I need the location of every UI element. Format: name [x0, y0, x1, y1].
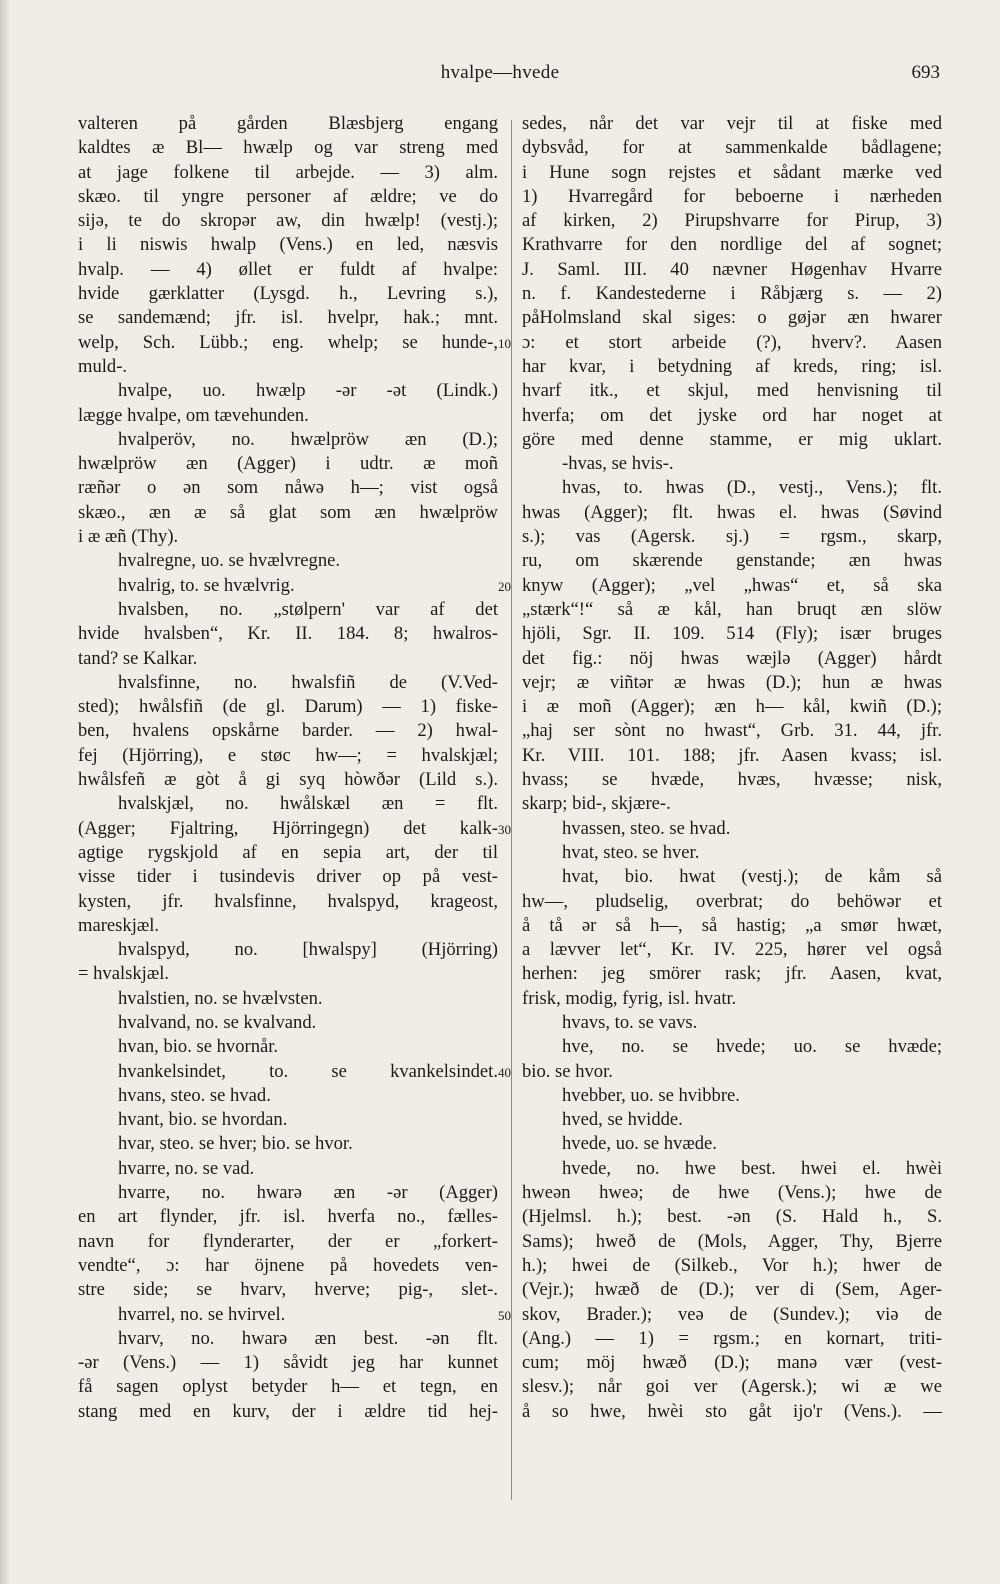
text-line: hve, no. se hvede; uo. se hvæde; [562, 1036, 942, 1058]
text-line: hvavs, to. se vavs. [562, 1011, 698, 1033]
page-fold-shadow [0, 0, 10, 1584]
text-line: fej (Hjörring), e støc hw—; = hvalskjæl; [78, 744, 498, 766]
page-header [0, 62, 1000, 92]
text-line: „stærk“!“ så æ kål, han bruqt æn slöw [522, 598, 942, 620]
text-line: vejr; æ viñtər æ hwas (D.); hun æ hwas [522, 671, 942, 693]
text-line: har kvar, i betydning af kreds, ring; isl. [522, 355, 942, 377]
text-line: 1) Hvarregård for beboerne i nærheden [522, 185, 942, 207]
text-line: ben, hvalens opskårne barder. — 2) hwal- [78, 720, 498, 742]
text-line: hvassen, steo. se hvad. [562, 817, 731, 839]
text-line: se sandemænd; jfr. isl. hvelpr, hak.; mnt. [78, 307, 498, 329]
text-line: i Hune sogn rejstes et sådant mærke ved [522, 161, 942, 183]
line-number-marker: 30 [498, 821, 511, 837]
text-line: hjöli, Sgr. II. 109. 514 (Fly); især bruges [522, 623, 942, 645]
text-line: hvans, steo. se hvad. [118, 1084, 271, 1106]
text-line: Krathvarre for den nordlige del af sognet; [522, 234, 942, 256]
text-line: dybsvåd, for at sammenkalde bådlagene; [522, 137, 942, 159]
text-line: hweən hweə; de hwe (Vens.); hwe de [522, 1182, 942, 1204]
text-line: -hvas, se hvis-. [562, 453, 674, 475]
text-line: skæo. til yngre personer af ældre; ve do [78, 185, 498, 207]
text-line: kaldtes æ Bl— hwælp og var streng med [78, 137, 498, 159]
text-line: muld-. [78, 355, 128, 377]
text-line: visse tider i tusindevis driver op på vest- [78, 866, 498, 888]
text-line: agtige rygskjold af en sepia art, der til [78, 841, 498, 863]
text-line: hvalperöv, no. hwælpröw æn (D.); [118, 428, 498, 450]
text-line: herhen: jeg smörer rask; jfr. Aasen, kvat, [522, 963, 942, 985]
text-line: vendte“, ɔ: har öjnene på hovedets ven- [78, 1254, 498, 1276]
text-line: hvalrig, to. se hvælvrig. [118, 574, 295, 596]
text-line: (Ang.) — 1) = rgsm.; en kornart, triti- [522, 1327, 942, 1349]
text-line: af kirken, 2) Pirupshvarre for Pirup, 3) [522, 210, 942, 232]
text-line: få sagen oplyst betyder h— et tegn, en [78, 1376, 498, 1398]
line-number-marker: 10 [498, 335, 511, 351]
text-line: hvede, no. hwe best. hwei el. hwèi [562, 1157, 942, 1179]
text-line: hvalspyd, no. [hwalspy] (Hjörring) [118, 939, 498, 961]
text-line: hvarv, no. hwarə æn best. -ən flt. [118, 1327, 498, 1349]
text-line: hvarf itk., et skjul, med henvisning til [522, 380, 942, 402]
text-line: ræñər o ən som nåwə h—; vist også [78, 477, 498, 499]
text-line: hvalsfinne, no. hwalsfiñ de (V.Ved- [118, 671, 498, 693]
text-line: (Vejr.); hwæð de (D.); ver di (Sem, Ager- [522, 1279, 942, 1301]
text-line: at jage folkene til arbejde. — 3) alm. [78, 161, 498, 183]
text-line: hvankelsindet, to. se kvankelsindet. [118, 1060, 498, 1082]
text-line: skæo., æn æ så glat som æn hwælpröw [78, 501, 498, 523]
text-line: hvas, to. hwas (D., vestj., Vens.); flt. [562, 477, 942, 499]
text-line: hvalpe, uo. hwælp -ər -ət (Lindk.) [118, 380, 498, 402]
text-line: knyw (Agger); „vel „hwas“ et, så ska [522, 574, 942, 596]
text-line: hvebber, uo. se hvibbre. [562, 1084, 740, 1106]
text-line: hvat, bio. hwat (vestj.); de kåm så [562, 866, 942, 888]
text-line: bio. se hvor. [522, 1060, 613, 1082]
left-column [78, 112, 498, 1424]
text-line: hvalregne, uo. se hvælvregne. [118, 550, 341, 572]
line-number-marker: 50 [498, 1307, 511, 1323]
text-line: (Hjelmsl. h.); best. -ən (S. Hald h., S. [522, 1206, 942, 1228]
text-line: hvalskjæl, no. hwålskæl æn = flt. [118, 793, 498, 815]
text-line: hvass; se hvæde, hvæs, hvæsse; nisk, [522, 769, 942, 791]
text-line: hverfa; om det jyske ord har noget at [522, 404, 942, 426]
text-line: -ər (Vens.) — 1) såvidt jeg har kunnet [78, 1352, 498, 1374]
text-line: a lævver let“, Kr. IV. 225, hører vel også [522, 939, 942, 961]
text-line: n. f. Kandestederne i Råbjærg s. — 2) [522, 283, 942, 305]
line-number-marker: 40 [498, 1064, 511, 1080]
text-line: mareskjæl. [78, 914, 160, 936]
text-line: hvide hvalsben“, Kr. II. 184. 8; hwalros- [78, 623, 498, 645]
text-line: hvar, steo. se hver; bio. se hvor. [118, 1133, 353, 1155]
text-line: = hvalskjæl. [78, 963, 170, 985]
text-line: påHolmsland skal siges: o gøjər æn hwarer [522, 307, 942, 329]
line-number-marker: 20 [498, 578, 511, 594]
text-line: valteren på gården Blæsbjerg engang [78, 113, 498, 134]
text-line: å tå ər så h—, så hastig; „a smør hwæt, [522, 914, 942, 936]
text-line: hvede, uo. se hvæde. [562, 1133, 717, 1155]
text-line: sedes, når det var vejr til at fiske med [522, 113, 942, 134]
running-title: hvalpe—hvede [440, 62, 560, 83]
text-line: J. Saml. III. 40 nævner Høgenhav Hvarre [522, 258, 942, 280]
text-line: (Agger; Fjaltring, Hjörringegn) det kalk- [78, 817, 498, 839]
text-line: „haj ser sònt no hwast“, Grb. 31. 44, jfr. [522, 720, 942, 742]
text-line: hvalsben, no. „stølpern' var af det [118, 598, 498, 620]
text-line: sijə, te do skropər aw, din hwælp! (vestj.); [78, 210, 498, 232]
text-line: hvat, steo. se hver. [562, 841, 700, 863]
text-line: i æ moñ (Agger); æn h— kål, kwiñ (D.); [522, 696, 942, 718]
text-line: hvide gærklatter (Lysgd. h., Levring s.), [78, 283, 498, 305]
text-line: navn for flynderarter, der er „forkert- [78, 1230, 498, 1252]
text-line: å so hwe, hwèi sto gåt ijo'r (Vens.). — [522, 1400, 942, 1422]
text-line: hvalstien, no. se hvælvsten. [118, 987, 323, 1009]
text-line: frisk, modig, fyrig, isl. hvatr. [522, 987, 737, 1009]
text-line: hwålsfeñ æ gòt å gi syq hòwðər (Lild s.). [78, 769, 498, 791]
text-line: stre side; se hvarv, hverve; pig-, slet-. [78, 1279, 498, 1301]
right-column [522, 112, 942, 1424]
text-line: hved, se hvidde. [562, 1109, 683, 1131]
text-line: skov, Brader.); veə de (Sundev.); viə de [522, 1303, 942, 1325]
text-line: welp, Sch. Lübb.; eng. whelp; se hunde-, [78, 331, 498, 353]
text-line: hwælpröw æn (Agger) i udtr. æ moñ [78, 453, 498, 475]
text-line: hvalvand, no. se kvalvand. [118, 1011, 317, 1033]
text-line: slesv.); når goi ver (Agersk.); wi æ we [522, 1376, 942, 1398]
text-line: kysten, jfr. hvalsfinne, hvalspyd, krageost, [78, 890, 498, 912]
text-line: hvarrel, no. se hvirvel. [118, 1303, 286, 1325]
text-line: stang med en kurv, der i ældre tid hej- [78, 1400, 498, 1422]
text-line: i li niswis hwalp (Vens.) en led, næsvis [78, 234, 498, 256]
text-line: tand? se Kalkar. [78, 647, 198, 669]
text-line: hvarre, no. hwarə æn -ər (Agger) [118, 1182, 498, 1204]
text-line: sted); hwålsfiñ (de gl. Darum) — 1) fiske- [78, 696, 498, 718]
text-line: hvarre, no. se vad. [118, 1157, 255, 1179]
text-line: Kr. VIII. 101. 188; jfr. Aasen kvass; isl. [522, 744, 942, 766]
text-line: göre med denne stamme, er mig uklart. [522, 428, 942, 450]
text-line: s.); vas (Agersk. sj.) = rgsm., skarp, [522, 526, 942, 548]
text-line: h.); hwei de (Silkeb., Vor h.); hwer de [522, 1254, 942, 1276]
text-line: ru, om skærende genstande; æn hwas [522, 550, 942, 572]
text-line: lægge hvalpe, om tævehunden. [78, 404, 309, 426]
text-line: hwas (Agger); flt. hwas el. hwas (Søvind [522, 501, 942, 523]
text-line: det fig.: nöj hwas wæjlə (Agger) hårdt [522, 647, 942, 669]
page-number: 693 [911, 62, 940, 83]
text-line: Sams); hweð de (Mols, Agger, Thy, Bjerre [522, 1230, 942, 1252]
text-line: en art flynder, jfr. isl. hverfa no., fælles- [78, 1206, 498, 1228]
text-line: hvan, bio. se hvornår. [118, 1036, 279, 1058]
column-divider [511, 120, 512, 1500]
text-line: skarp; bid-, skjære-. [522, 793, 671, 815]
text-line: hw—, pludselig, overbrat; do behöwər et [522, 890, 942, 912]
text-line: ɔ: et stort arbeide (?), hverv?. Aasen [522, 331, 942, 353]
text-line: hvant, bio. se hvordan. [118, 1109, 288, 1131]
text-line: hvalp. — 4) øllet er fuldt af hvalpe: [78, 258, 498, 280]
text-line: cum; möj hwæð (D.); manə vær (vest- [522, 1352, 942, 1374]
text-line: i æ æñ (Thy). [78, 526, 179, 548]
